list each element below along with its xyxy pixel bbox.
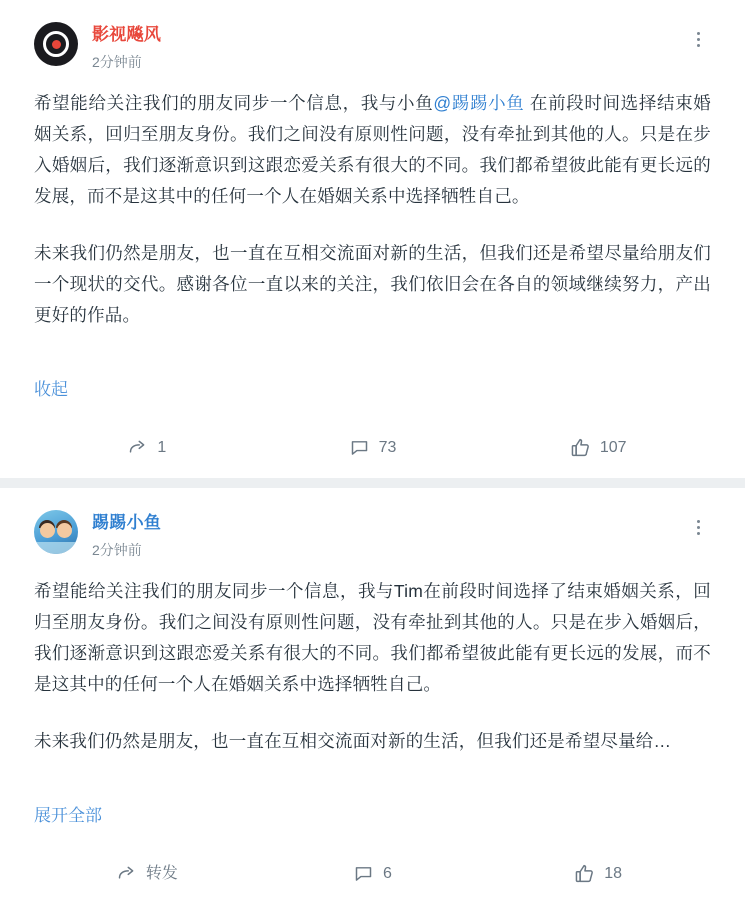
- author-block: [92, 22, 161, 72]
- camera-shutter-avatar[interactable]: [34, 22, 78, 66]
- share-label: 转发: [145, 864, 178, 882]
- post-actions: [34, 837, 711, 904]
- feed-divider: [0, 478, 745, 488]
- two-people-photo-avatar[interactable]: [34, 510, 78, 554]
- collapse-toggle[interactable]: 收起: [34, 380, 68, 399]
- post-actions: [34, 411, 711, 478]
- post-header: [34, 510, 711, 560]
- paragraph-text: 希望能给关注我们的朋友同步一个信息，我与Tim在前段时间选择了结束婚姻关系，回归至朋友身份。我们之间没有原则性问题，没有牵扯到其他的人。只是在步入婚姻后，我们逐渐意识到这跟恋爱关系有很大的不同。我们都希望彼此能有更长远的发展，而不是这其中的任何一个人在婚姻关系中选择牺牲自己。: [34, 581, 711, 694]
- post-timestamp: 2分钟前: [92, 54, 142, 70]
- comment-count: 73: [378, 438, 397, 456]
- post-paragraph-truncated: [34, 726, 711, 757]
- share-action[interactable]: [34, 863, 260, 884]
- share-icon: [116, 863, 137, 884]
- post-header: [34, 22, 711, 72]
- post-paragraph: [34, 576, 711, 700]
- expand-toggle[interactable]: 展开全部: [34, 806, 102, 825]
- like-count: 107: [599, 438, 627, 456]
- post-paragraph: [34, 88, 711, 212]
- user-mention-link[interactable]: @踢踢小鱼: [433, 93, 525, 113]
- author-name[interactable]: 踢踢小鱼: [92, 513, 162, 532]
- paragraph-text-continued: 在前段时间选择结束婚姻关系，回归至朋友身份。我们之间没有原则性问题，没有牵扯到其他的人。只是在步入婚姻后，我们逐渐意识到这跟恋爱关系有很大的不同。我们都希望彼此能有更长远的发展，而不是这其中的任何一个人在婚姻关系中选择牺牲自己。: [34, 93, 711, 206]
- share-action[interactable]: [34, 437, 260, 458]
- post-paragraph: [34, 238, 711, 331]
- post-body: [34, 576, 711, 829]
- post-body: [34, 88, 711, 403]
- post-timestamp: 2分钟前: [92, 542, 142, 558]
- like-action[interactable]: [485, 863, 711, 884]
- more-vertical-icon[interactable]: [689, 28, 707, 50]
- paragraph-text: 希望能给关注我们的朋友同步一个信息，我与小鱼: [34, 93, 434, 113]
- shutter-ring: [43, 31, 69, 57]
- comment-action[interactable]: [260, 863, 486, 884]
- like-icon: [570, 437, 591, 458]
- like-count: 18: [604, 864, 623, 882]
- shutter-dot: [52, 40, 61, 49]
- paragraph-text: 未来我们仍然是朋友，也一直在互相交流面对新的生活，但我们还是希望尽量给朋友们一个现状的交代。感谢各位一直以来的关注，我们依旧会在各自的领域继续努力，产出更好的作品。: [34, 243, 711, 325]
- share-icon: [127, 437, 148, 458]
- comment-icon: [349, 437, 370, 458]
- comment-icon: [353, 863, 374, 884]
- author-block: [92, 510, 161, 560]
- post-card-2: [0, 488, 745, 904]
- more-vertical-icon[interactable]: [689, 516, 707, 538]
- comment-count: 6: [383, 864, 392, 882]
- comment-action[interactable]: [260, 437, 486, 458]
- share-count: 1: [157, 438, 167, 456]
- like-icon: [574, 863, 595, 884]
- like-action[interactable]: [485, 437, 711, 458]
- author-name[interactable]: 影视飚风: [92, 25, 162, 44]
- paragraph-text: 未来我们仍然是朋友，也一直在互相交流面对新的生活，但我们还是希望尽量给…: [34, 731, 672, 751]
